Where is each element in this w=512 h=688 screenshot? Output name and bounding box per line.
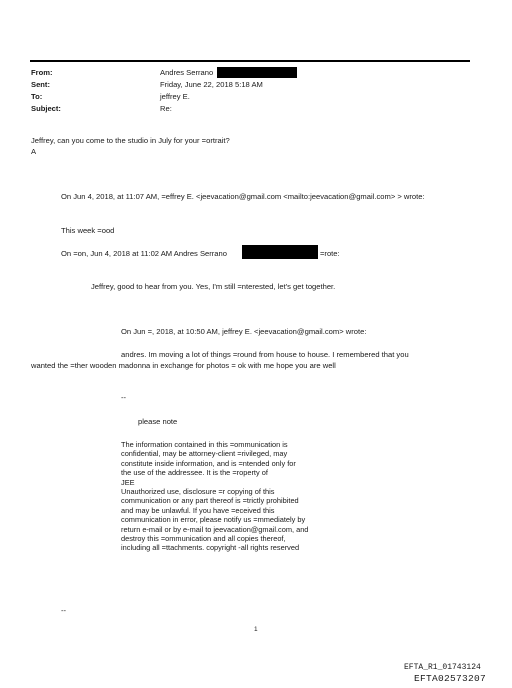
to-label: To:: [31, 92, 43, 101]
quote2-header: On =on, Jun 4, 2018 at 11:02 AM Andres Serrano: [61, 249, 227, 258]
bates-number-1: EFTA_R1_01743124: [404, 663, 481, 672]
body-line-2: A: [31, 147, 37, 156]
notice-line: confidential, may be attorney-client =rivileged, may: [121, 449, 288, 459]
notice-line: JEE: [121, 477, 135, 487]
subject-value: Re:: [160, 104, 172, 113]
quote2-text: Jeffrey, good to hear from you. Yes, I'm still =nterested, let's get together.: [91, 282, 336, 291]
quote3-text-line2: wanted the =ther wooden madonna in exchange for photos = ok with me hope you are well: [31, 361, 336, 370]
redaction-bar: [242, 245, 318, 259]
end-dashes: --: [61, 606, 67, 615]
subject-label: Subject:: [31, 104, 61, 113]
notice-line: Unauthorized use, disclosure =r copying of this: [121, 487, 275, 497]
sent-label: Sent:: [31, 80, 50, 89]
quote2-header-suffix: =rote:: [320, 249, 340, 258]
header-divider: [30, 60, 470, 62]
signature-dashes: --: [121, 393, 127, 402]
confidentiality-notice: [121, 440, 308, 553]
redaction-bar: [217, 67, 297, 78]
notice-line: including all =ttachments. copyright -all rights reserved: [121, 543, 300, 553]
notice-line: constitute inside information, and is =ntended only for: [121, 458, 296, 468]
quote3-header: On Jun =, 2018, at 10:50 AM, jeffrey E. <jeevacation@gmail.com> wrote:: [121, 327, 367, 336]
page-number: 1: [254, 626, 258, 633]
quote1-header: On Jun 4, 2018, at 11:07 AM, =effrey E. <jeevacation@gmail.com <mailto:jeevacation@gmail.com> > wrote:: [61, 192, 425, 201]
to-value: jeffrey E.: [160, 92, 190, 101]
notice-line: The information contained in this =ommunication is: [121, 440, 288, 449]
notice-line: and may be unlawful. If you have =eceived this: [121, 505, 275, 515]
please-note: please note: [138, 417, 178, 426]
sent-value: Friday, June 22, 2018 5:18 AM: [160, 80, 263, 89]
body-line-1: Jeffrey, can you come to the studio in July for your =ortrait?: [31, 136, 230, 145]
notice-line: communication or any part thereof is =trictly prohibited: [121, 496, 299, 506]
from-value: Andres Serrano: [160, 68, 214, 77]
notice-line: the use of the addressee. It is the =roperty of: [121, 468, 268, 478]
notice-line: destroy this =ommunication and all copies thereof,: [121, 534, 286, 544]
quote3-text-line1: andres. Im moving a lot of things =round from house to house. I remembered that you: [121, 350, 409, 359]
notice-line: communication in error, please notify us =mmediately by: [121, 515, 306, 525]
notice-line: return e-mail or by e-mail to jeevacation@gmail.com, and: [121, 524, 309, 534]
quote1-text: This week =ood: [61, 226, 115, 235]
from-label: From:: [31, 68, 53, 77]
bates-number-2: EFTA02573207: [414, 673, 487, 684]
